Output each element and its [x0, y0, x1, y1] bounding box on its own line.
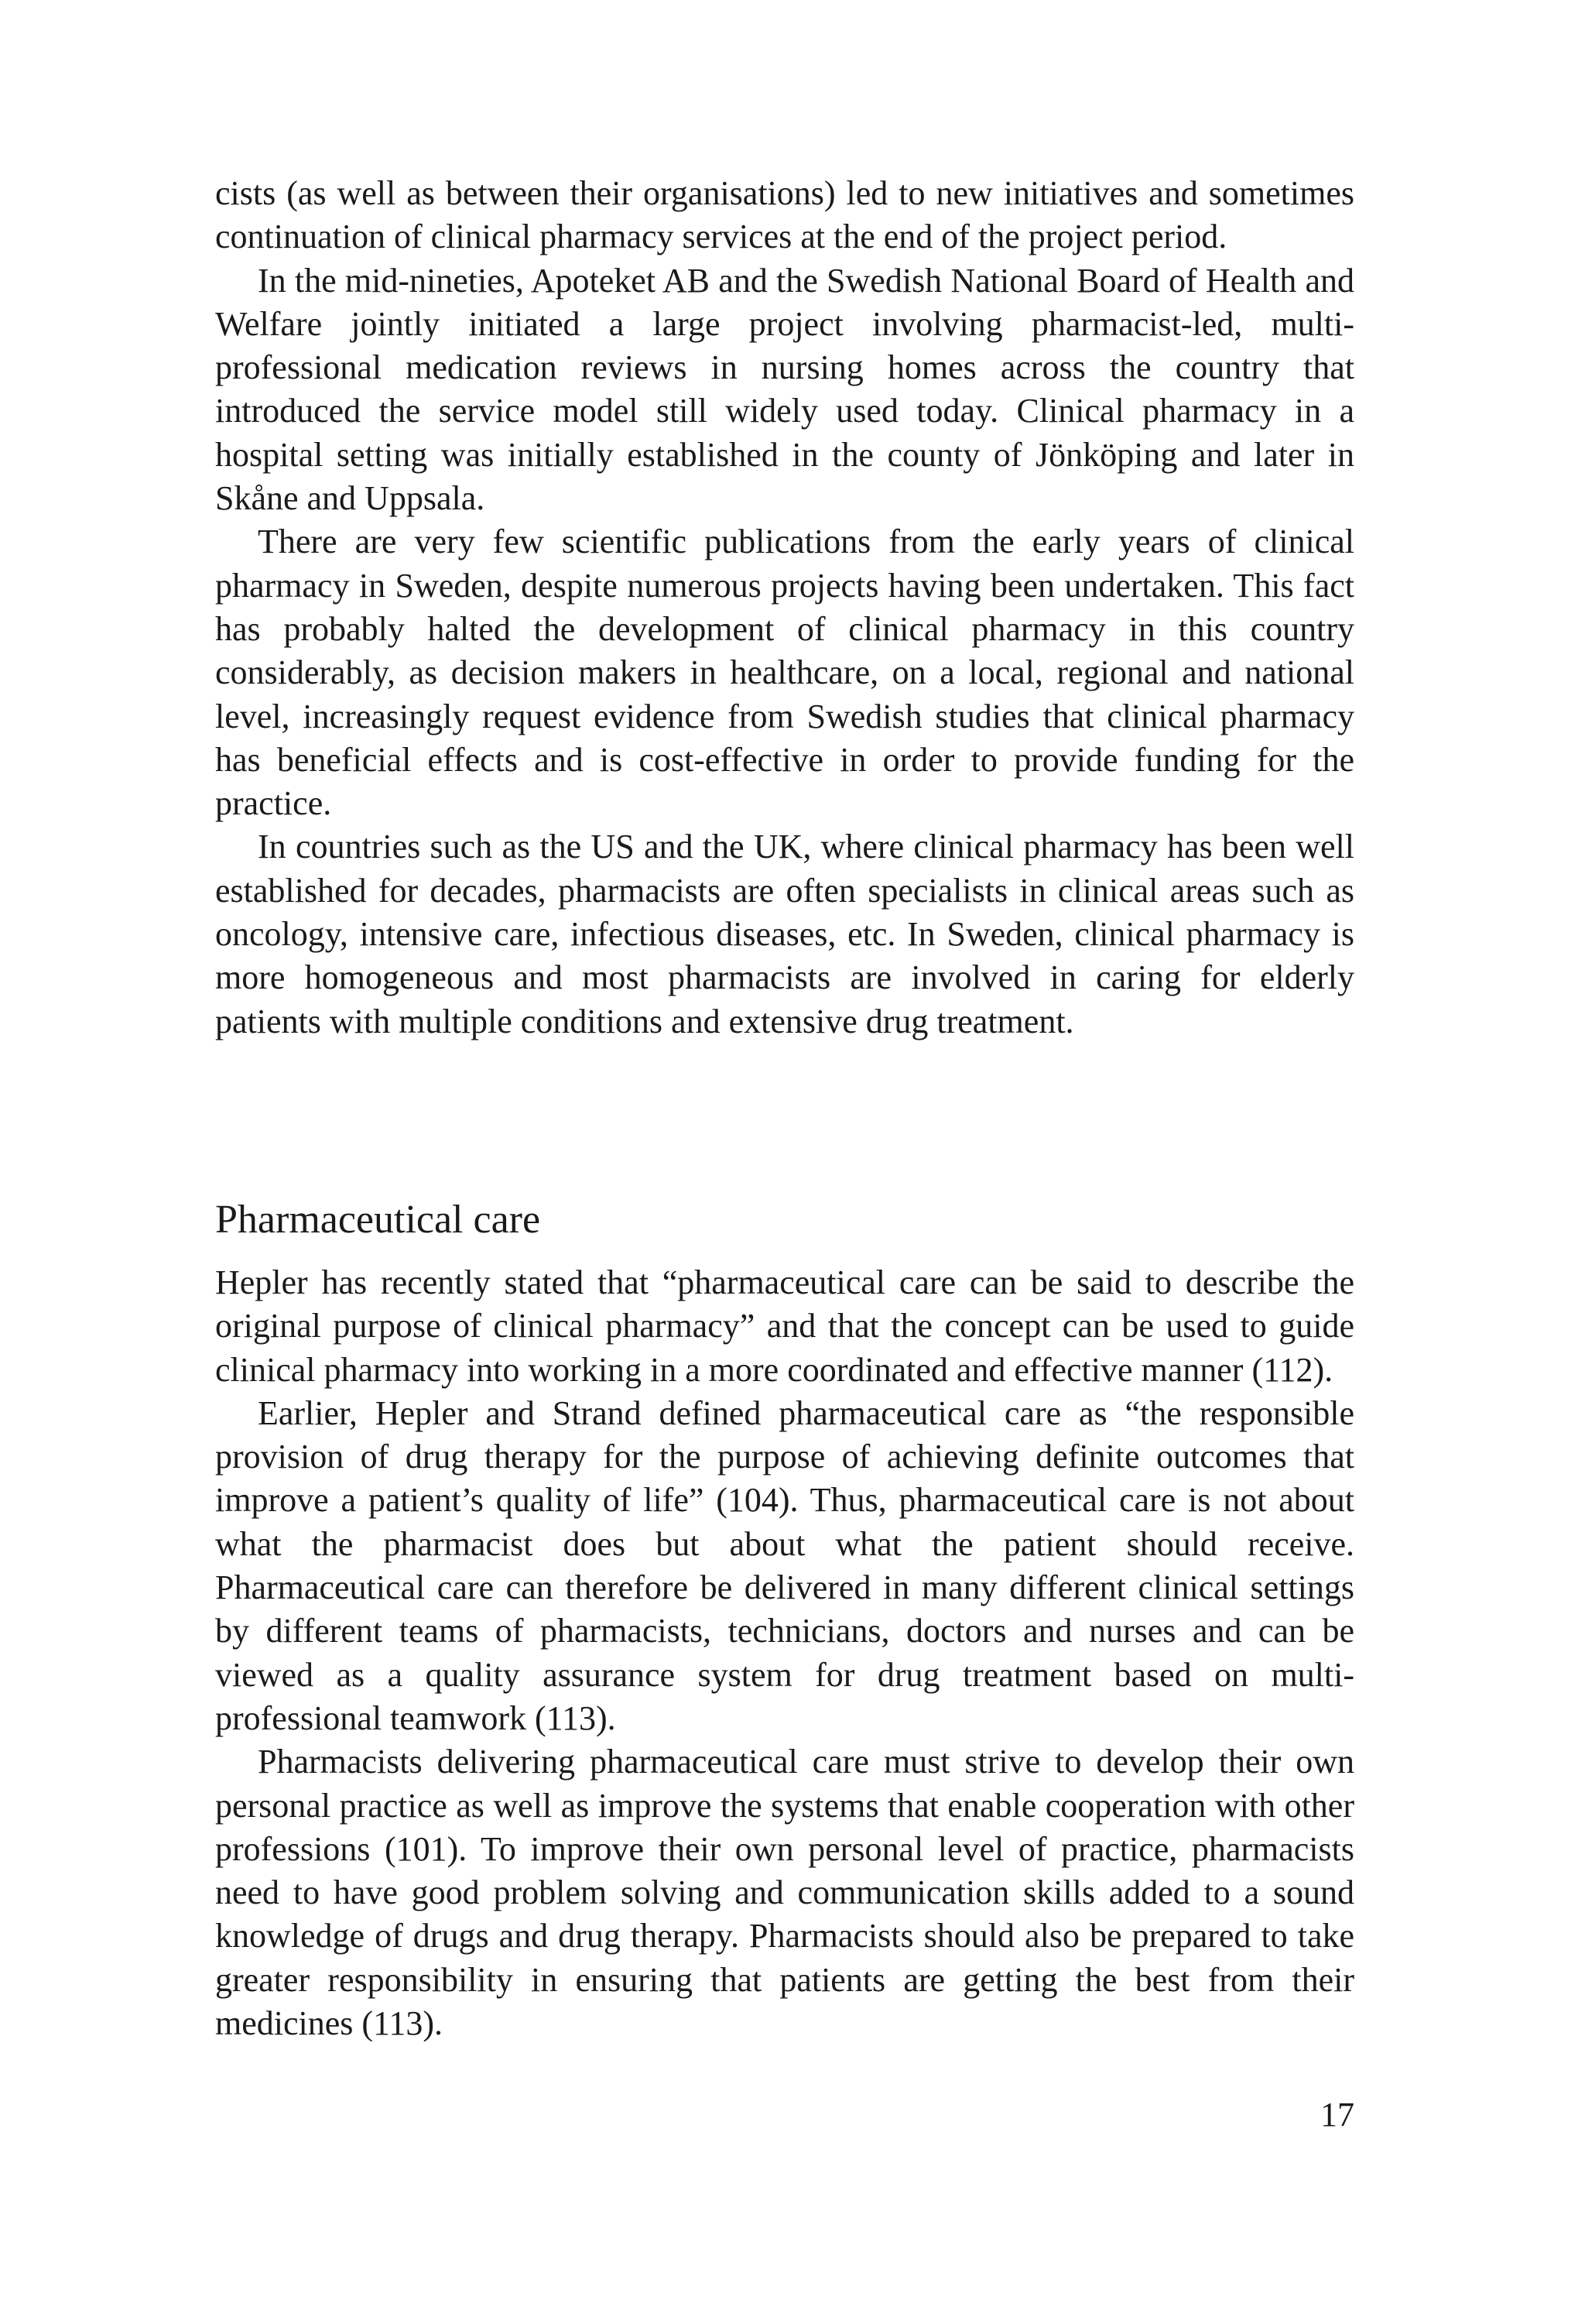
section-heading: Pharmaceutical care: [215, 1198, 541, 1242]
page-number: 17: [1320, 2096, 1354, 2134]
body-text-section-2: [215, 1261, 1354, 2045]
body-text-section-1: [215, 172, 1354, 1044]
paragraph: cists (as well as between their organisations) led to new initiatives and sometimes continuation of clinical pharmacy services at the end of the project period.: [215, 174, 1354, 256]
paragraph: In the mid-nineties, Apoteket AB and the Swedish National Board of Health and Welfare jointly initiated a large project involving pharmacist-led, multi-professional medication reviews in nursing homes across the country that introduced the service model still widely used today. Clinical pharmacy in a hospital setting was initially established in the county of Jönköping and later in Skåne and Uppsala.: [215, 261, 1354, 518]
paragraph: In countries such as the US and the UK, where clinical pharmacy has been well established for decades, pharmacists are often specialists in clinical areas such as oncology, intensive care, infectious diseases, etc. In Sweden, clinical pharmacy is more homogeneous and most pharmacists are involved in caring for elderly patients with multiple conditions and extensive drug treatment.: [215, 828, 1354, 1040]
paragraph: There are very few scientific publications from the early years of clinical pharmacy in Sweden, despite numerous projects having been undertaken. This fact has probably halted the development of clinical pharmacy in this country considerably, as decision makers in healthcare, on a local, regional and national level, increasingly request evidence from Swedish studies that clinical pharmacy has beneficial effects and is cost-effective in order to provide funding for the practice.: [215, 523, 1354, 823]
paragraph: Pharmacists delivering pharmaceutical care must strive to develop their own personal practice as well as improve the systems that enable cooperation with other professions (101). To improve their own personal level of practice, pharmacists need to have good problem solving and communication skills added to a sound knowledge of drugs and drug therapy. Pharmacists should also be prepared to take greater responsibility in ensuring that patients are getting the best from their medicines (113).: [215, 1743, 1354, 2043]
paragraph: Hepler has recently stated that “pharmaceutical care can be said to describe the original purpose of clinical pharmacy” and that the concept can be used to guide clinical pharmacy into working in a more coordinated and effective manner (112).: [215, 1263, 1354, 1389]
paragraph: Earlier, Hepler and Strand defined pharmaceutical care as “the responsible provision of drug therapy for the purpose of achieving definite outcomes that improve a patient’s quality of life” (104). Thus, pharmaceutical care is not about what the pharmacist does but about what the patient should receive. Pharmaceutical care can therefore be delivered in many different clinical settings by different teams of pharmacists, technicians, doctors and nurses and can be viewed as a quality assurance system for drug treatment based on multi-professional teamwork (113).: [215, 1393, 1354, 1737]
